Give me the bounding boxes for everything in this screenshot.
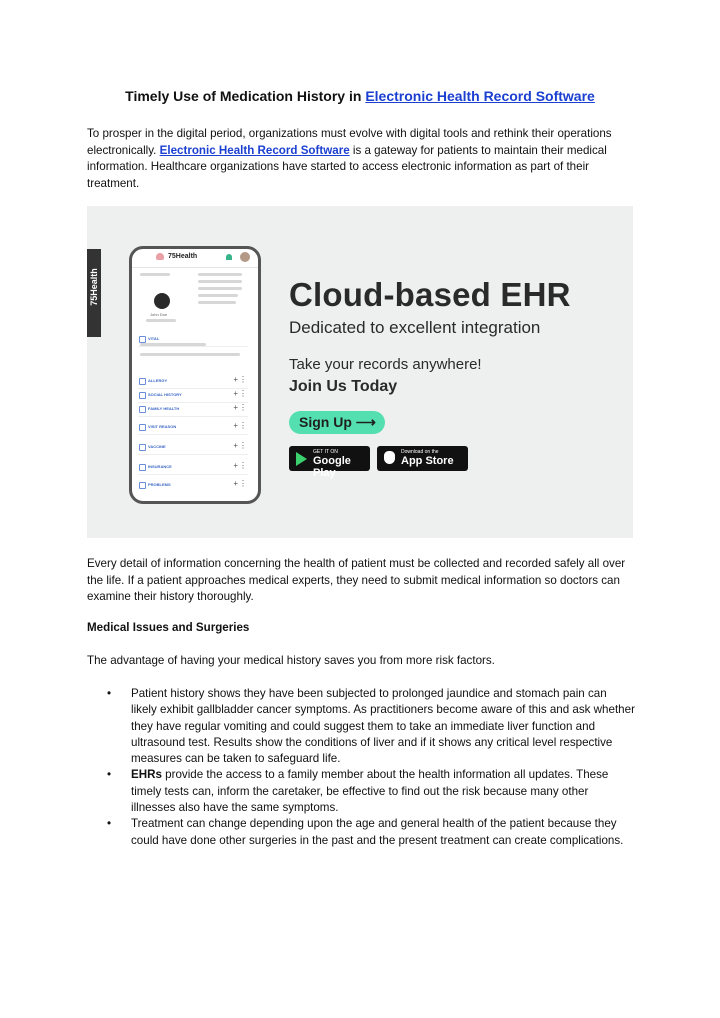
phone-text-line — [198, 301, 236, 304]
record-icon — [139, 464, 146, 471]
google-play-big-text: Google Play — [313, 455, 351, 479]
phone-mockup — [129, 246, 261, 504]
phone-row-label: FAMILY HEALTH — [148, 406, 180, 411]
phone-text-line — [198, 287, 242, 290]
list-item-text: Patient history shows they have been subjected to prolonged jaundice and stomach pain can likely exhibit gallbladder cancer symptoms. As practitioners become aware of this and ask whether they have regular vomiting and could suggest them to take an immediate liver function and ultrasound test. Results show the conditions of liver and if it shows any critical level respective measures can be taken to safeguard life. — [131, 687, 635, 766]
more-icon: ⋮ — [239, 421, 247, 430]
phone-text-line — [198, 294, 238, 297]
phone-row-label: VITAL — [148, 336, 160, 341]
phone-row — [138, 375, 248, 389]
phone-row-label: INSURANCE — [148, 464, 172, 469]
body-paragraph: Every detail of information concerning the health of patient must be collected and recorded safely all over the life. If a patient approaches medical experts, they need to submit medical information so doctors can examine their history thoroughly. — [87, 557, 626, 604]
phone-row-label: VISIT REASON — [148, 424, 177, 429]
section-heading: Medical Issues and Surgeries — [87, 621, 250, 634]
app-store-big-text: App Store — [401, 455, 454, 467]
intro-text-b: is a gateway for patients to maintain their medical information. Healthcare organizations have started to access electronic information as part of their treatment. — [87, 143, 607, 190]
more-icon: ⋮ — [239, 389, 247, 398]
phone-logo: 75Health — [168, 253, 198, 260]
record-icon — [139, 336, 146, 343]
google-play-badge[interactable] — [289, 446, 370, 479]
doc-title — [0, 88, 720, 104]
intro-text-a: To prosper in the digital period, organizations must evolve with digital tools and rethink their operations electronically. — [87, 127, 612, 157]
google-play-icon — [296, 452, 307, 466]
phone-row-label: VACCINE — [148, 444, 166, 449]
brand-side-tag — [87, 249, 101, 337]
list-item-bold: EHRs — [131, 768, 162, 782]
apple-icon — [384, 451, 395, 464]
phone-row — [138, 403, 248, 417]
more-icon: ⋮ — [239, 375, 247, 384]
record-icon — [139, 482, 146, 489]
phone-patient-name: John Doe — [150, 312, 168, 317]
patient-photo — [154, 293, 170, 309]
app-store-badge[interactable] — [377, 446, 468, 471]
bullet-list — [87, 686, 635, 849]
heart-logo-icon — [156, 253, 164, 260]
plus-icon: + — [233, 421, 238, 430]
phone-text-line — [198, 280, 242, 283]
list-item — [87, 686, 635, 767]
ehr-banner-image — [87, 206, 633, 538]
body-paragraph: The advantage of having your medical history saves you from more risk factors. — [87, 654, 495, 667]
phone-text-line — [146, 319, 176, 322]
more-icon: ⋮ — [239, 479, 247, 488]
plus-icon: + — [233, 389, 238, 398]
brand-side-tag-text: 75Health — [89, 268, 99, 306]
banner-cta-text: Join Us Today — [289, 378, 398, 395]
phone-row-label: SOCIAL HISTORY — [148, 392, 182, 397]
banner-tagline: Take your records anywhere! — [289, 356, 482, 373]
phone-text-line — [140, 353, 240, 356]
record-icon — [139, 424, 146, 431]
intro-paragraph — [87, 126, 635, 192]
record-icon — [139, 378, 146, 385]
signup-button[interactable]: Sign Up ⟶ — [289, 411, 385, 434]
phone-header — [132, 249, 258, 268]
banner-subheadline: Dedicated to excellent integration — [289, 318, 541, 337]
list-item — [87, 767, 635, 816]
phone-text-line — [140, 273, 170, 276]
banner-headline: Cloud-based EHR — [289, 276, 571, 313]
list-item-text: Treatment can change depending upon the age and general health of the patient because they could have done other surgeries in the past and the present treatment can create complications. — [131, 817, 624, 847]
phone-text-line — [198, 273, 242, 276]
plus-icon: + — [233, 403, 238, 412]
app-store-small-text: Download on the — [401, 449, 439, 455]
phone-row-label: PROBLEMS — [148, 482, 171, 487]
bell-icon — [226, 254, 232, 260]
phone-row — [138, 333, 248, 347]
plus-icon: + — [233, 441, 238, 450]
phone-row — [138, 441, 248, 455]
google-play-small-text: GET IT ON — [313, 449, 338, 455]
more-icon: ⋮ — [239, 403, 247, 412]
phone-row — [138, 461, 248, 475]
phone-row — [138, 479, 248, 492]
plus-icon: + — [233, 375, 238, 384]
record-icon — [139, 406, 146, 413]
intro-link[interactable]: Electronic Health Record Software — [159, 143, 350, 157]
phone-row — [138, 389, 248, 403]
plus-icon: + — [233, 479, 238, 488]
doc-title-text: Timely Use of Medication History in — [125, 88, 366, 104]
record-icon — [139, 392, 146, 399]
more-icon: ⋮ — [239, 441, 247, 450]
phone-row-label: ALLERGY — [148, 378, 168, 383]
more-icon: ⋮ — [239, 461, 247, 470]
avatar — [240, 252, 250, 262]
list-item — [87, 816, 635, 849]
record-icon — [139, 444, 146, 451]
list-item-text: provide the access to a family member about the health information all updates. These timely tests can, inform the caretaker, be effective to find out the risk because many other illnesses also have the same symptoms. — [131, 768, 609, 815]
doc-title-link[interactable]: Electronic Health Record Software — [365, 88, 595, 104]
phone-row — [138, 421, 248, 435]
plus-icon: + — [233, 461, 238, 470]
